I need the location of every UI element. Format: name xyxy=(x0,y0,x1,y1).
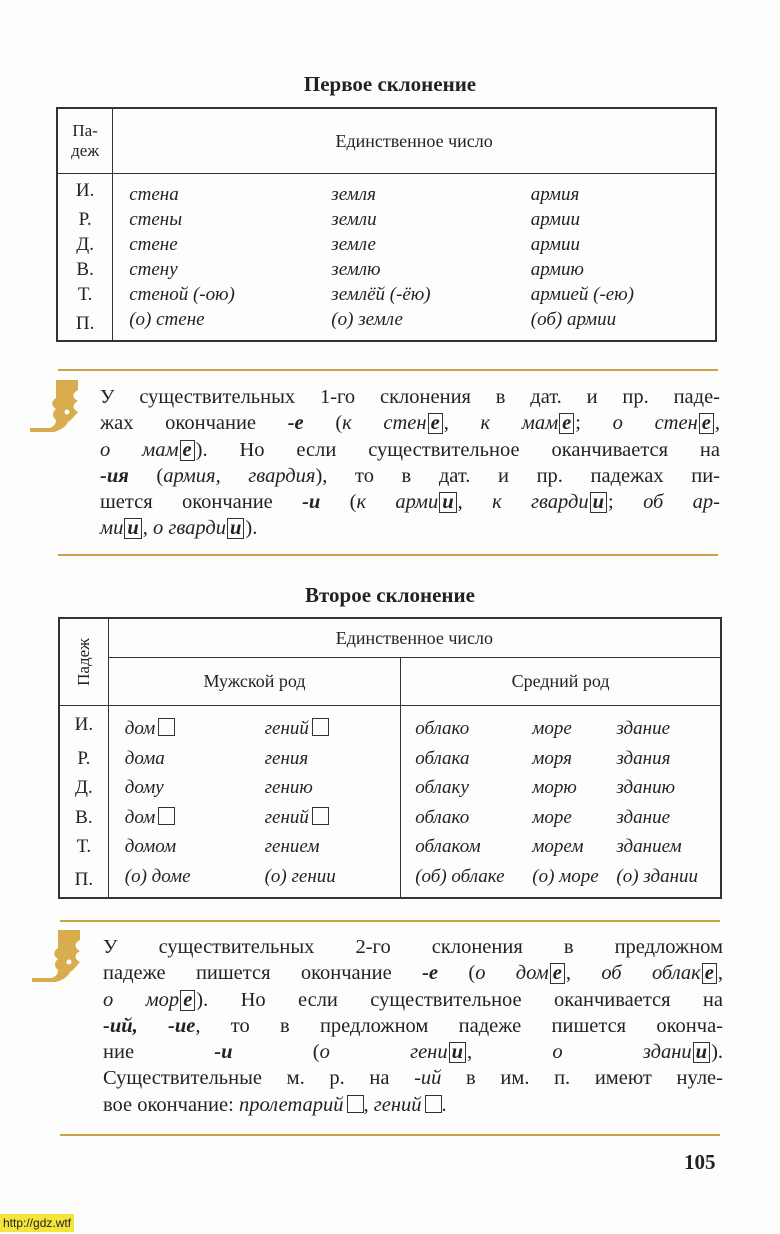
word-form: облака xyxy=(415,747,470,769)
text: ( xyxy=(232,1041,320,1064)
word-cell xyxy=(532,773,616,803)
word-cell xyxy=(265,862,401,899)
text-line xyxy=(100,437,720,463)
case-label: В. xyxy=(57,257,113,282)
neuter-header: Средний род xyxy=(401,658,721,706)
divider xyxy=(60,920,720,922)
example-word: -ий xyxy=(414,1067,442,1090)
text: в им. п. имеют нуле- xyxy=(441,1067,723,1090)
text-line xyxy=(103,1092,723,1118)
null-ending-box xyxy=(347,1095,364,1113)
word-cell xyxy=(108,773,264,803)
null-ending-box xyxy=(312,718,329,736)
word-cell xyxy=(616,832,721,862)
word-form: зданием xyxy=(616,836,682,857)
case-label: П. xyxy=(57,307,113,341)
word-form: гения xyxy=(264,747,309,769)
table-row xyxy=(59,773,721,803)
text: , xyxy=(565,962,602,985)
word-form: море xyxy=(532,718,572,739)
word-form: (об) облаке xyxy=(415,865,505,887)
text-line xyxy=(100,384,720,410)
ending-box: и xyxy=(227,518,244,539)
table-row xyxy=(57,282,716,307)
example-word: ми xyxy=(100,517,124,540)
word-form: (о) гении xyxy=(264,865,336,887)
text: вое окончание: xyxy=(103,1093,239,1116)
word-cell xyxy=(265,832,401,862)
word-cell xyxy=(401,803,533,833)
ending: -ия xyxy=(100,464,129,487)
ending-box: и xyxy=(693,1042,710,1063)
second-declension-title: Второе склонение xyxy=(305,583,475,607)
null-ending-box xyxy=(312,807,329,825)
word-cell xyxy=(401,862,533,899)
text-line xyxy=(103,987,723,1013)
pen-nib-icon xyxy=(30,928,90,1008)
text: ( xyxy=(303,412,343,435)
case-label: Р. xyxy=(57,207,113,232)
text: ). Но если существительное оканчивается на xyxy=(196,988,723,1011)
case-label: И. xyxy=(59,706,108,744)
word-form: облако xyxy=(415,718,470,739)
text: ( xyxy=(320,491,357,514)
example-word: об облак xyxy=(601,962,701,985)
example-word: к мам xyxy=(480,412,559,435)
word-cell xyxy=(532,744,616,774)
word-form: здания xyxy=(616,747,671,769)
word-cell xyxy=(532,862,616,899)
table-row xyxy=(57,174,716,208)
word-form: земля xyxy=(331,184,376,205)
text-line xyxy=(103,1013,723,1039)
text: шется окончание xyxy=(100,491,303,514)
word-form: морю xyxy=(532,777,577,798)
example-word: армия, гвардия xyxy=(163,464,316,487)
example-word: о дом xyxy=(475,962,549,985)
word-form: море xyxy=(532,806,572,828)
ending: -ий, -ие xyxy=(103,1014,196,1037)
word-form: армии xyxy=(530,209,580,230)
case-label: Т. xyxy=(59,832,108,862)
word-form: гений xyxy=(264,718,309,739)
masculine-header: Мужской род xyxy=(108,658,400,706)
example-word: о здани xyxy=(552,1041,692,1064)
table-row xyxy=(59,832,721,862)
text: , xyxy=(717,962,723,985)
first-declension-title: Первое склонение xyxy=(303,72,477,96)
word-cell xyxy=(108,862,264,899)
text: У существительных 2-го склонения в предложном xyxy=(103,936,723,958)
text-line xyxy=(100,515,720,541)
rule-second-declension xyxy=(103,934,723,1118)
text: падеже пишется окончание xyxy=(103,962,423,985)
table-row xyxy=(57,257,716,282)
ending: -и xyxy=(302,491,321,514)
text-line xyxy=(103,1065,723,1091)
case-header-label: Падеж xyxy=(73,638,93,686)
word-form: домом xyxy=(124,836,177,857)
word-form: стена xyxy=(129,184,179,205)
example-word: к стен xyxy=(342,412,427,435)
case-label: В. xyxy=(59,803,108,833)
word-form: земли xyxy=(331,209,377,230)
text: У существительных 1-го склонения в дат. и пр. паде- xyxy=(100,386,720,408)
word-cell xyxy=(265,744,401,774)
pen-nib-icon xyxy=(28,378,88,458)
word-form: дому xyxy=(124,777,164,798)
word-cell xyxy=(265,706,401,744)
word-cell xyxy=(532,706,616,744)
word-form: здание xyxy=(616,718,671,739)
text: ; xyxy=(608,491,644,514)
word-cell xyxy=(401,832,533,862)
text: ( xyxy=(128,464,164,487)
word-form: армии xyxy=(530,234,580,255)
text: ). xyxy=(711,1041,724,1064)
case-label: Д. xyxy=(59,773,108,803)
word-form: гению xyxy=(264,777,313,798)
ending: -е xyxy=(287,412,304,435)
text: , xyxy=(443,412,481,435)
example-word: гений xyxy=(373,1093,422,1116)
word-form: моря xyxy=(532,747,572,769)
null-ending-box xyxy=(158,718,175,736)
example-word: о гени xyxy=(319,1041,448,1064)
text: Существительные м. р. на xyxy=(103,1067,415,1090)
word-cell xyxy=(108,744,264,774)
word-form: землю xyxy=(331,259,381,280)
text: ; xyxy=(575,412,613,435)
word-cell xyxy=(265,773,401,803)
number-header: Единственное число xyxy=(108,618,721,658)
text: ( xyxy=(438,962,476,985)
watermark-link[interactable]: http://gdz.wtf xyxy=(0,1214,74,1232)
word-form: облаком xyxy=(415,836,481,857)
ending: -и xyxy=(214,1041,233,1064)
text-line xyxy=(100,410,720,436)
ending-box: е xyxy=(702,963,717,984)
text: , xyxy=(714,412,720,435)
null-ending-box xyxy=(425,1095,442,1113)
example-word: к арми xyxy=(356,491,439,514)
text-line xyxy=(103,960,723,986)
word-cell xyxy=(401,744,533,774)
null-ending-box xyxy=(158,807,175,825)
word-form: (о) здании xyxy=(616,865,698,887)
ending-box: е xyxy=(699,413,714,434)
text: , xyxy=(457,491,493,514)
text: ние xyxy=(103,1041,215,1064)
word-cell xyxy=(401,773,533,803)
divider xyxy=(60,1134,720,1136)
word-cell xyxy=(108,832,264,862)
first-declension-table xyxy=(56,107,717,342)
rule-first-declension xyxy=(100,384,720,542)
ending-box: е xyxy=(550,963,565,984)
word-form: (о) стене xyxy=(129,309,205,330)
ending-box: и xyxy=(590,492,607,513)
word-form: армия xyxy=(530,184,580,205)
table-row xyxy=(57,307,716,341)
word-cell xyxy=(108,706,264,744)
text: жах окончание xyxy=(100,412,288,435)
case-label: Д. xyxy=(57,232,113,257)
word-form: стеной (-ою) xyxy=(129,284,235,305)
ending-box: е xyxy=(180,990,195,1011)
word-form: армию xyxy=(530,259,584,280)
word-form: (о) доме xyxy=(124,865,191,887)
word-cell xyxy=(265,803,401,833)
text: , xyxy=(467,1041,553,1064)
word-form: гений xyxy=(264,806,309,828)
text-line xyxy=(103,1039,723,1065)
divider xyxy=(58,554,718,556)
case-header xyxy=(59,618,108,706)
word-cell xyxy=(616,744,721,774)
word-cell xyxy=(616,773,721,803)
text: , то в предложном падеже пишется оконча- xyxy=(195,1014,723,1037)
word-form: земле xyxy=(331,234,376,255)
word-form: дома xyxy=(124,747,165,769)
word-form: (о) земле xyxy=(331,309,403,330)
case-header: Па- деж xyxy=(57,108,113,174)
divider xyxy=(58,369,718,371)
word-cell xyxy=(616,706,721,744)
example-word: о мор xyxy=(103,988,180,1011)
text: ). Но если существительное оканчивается на xyxy=(195,438,720,461)
text-line xyxy=(103,934,723,960)
word-form: гением xyxy=(264,836,320,857)
ending-box: е xyxy=(180,440,195,461)
table-row xyxy=(59,706,721,744)
example-word: о гварди xyxy=(153,517,226,540)
word-form: землёй (-ёю) xyxy=(331,284,431,305)
word-form: морем xyxy=(532,836,584,857)
ending-box: е xyxy=(428,413,443,434)
word-form: (о) море xyxy=(532,865,599,887)
word-cell xyxy=(108,803,264,833)
text-line xyxy=(100,489,720,515)
word-cell xyxy=(532,832,616,862)
case-label: Р. xyxy=(59,744,108,774)
table-row xyxy=(57,207,716,232)
word-cell xyxy=(616,862,721,899)
example-word: о стен xyxy=(612,412,698,435)
table-row xyxy=(59,803,721,833)
example-word: об ар- xyxy=(643,491,721,514)
word-form: дом xyxy=(124,718,156,739)
text: . xyxy=(441,1093,447,1116)
text: , xyxy=(363,1093,374,1116)
ending: -е xyxy=(422,962,438,985)
table-row xyxy=(57,232,716,257)
text: , xyxy=(142,517,153,540)
case-label: И. xyxy=(57,174,113,208)
word-form: здание xyxy=(616,806,671,828)
ending-box: и xyxy=(449,1042,466,1063)
word-form: дом xyxy=(124,806,156,828)
table-row xyxy=(59,862,721,899)
word-form: зданию xyxy=(616,777,675,798)
ending-box: е xyxy=(559,413,574,434)
word-form: стены xyxy=(129,209,183,230)
ending-box: и xyxy=(439,492,456,513)
text-line xyxy=(100,463,720,489)
word-form: облако xyxy=(415,806,470,828)
second-declension-table xyxy=(58,617,722,899)
case-label: Т. xyxy=(57,282,113,307)
number-header: Единственное число xyxy=(113,108,716,174)
table-row xyxy=(59,744,721,774)
text: ). xyxy=(245,517,258,540)
example-word: пролетарий xyxy=(238,1093,344,1116)
word-cell xyxy=(616,803,721,833)
word-form: (об) армии xyxy=(530,309,617,330)
word-cell xyxy=(401,706,533,744)
word-form: армией (-ею) xyxy=(530,284,634,305)
case-label: П. xyxy=(59,862,108,899)
example-word: о мам xyxy=(100,438,179,461)
page-number: 105 xyxy=(684,1150,716,1174)
word-form: облаку xyxy=(415,777,469,798)
ending-box: и xyxy=(124,518,141,539)
word-cell xyxy=(532,803,616,833)
text: ), то в дат. и пр. падежах пи- xyxy=(315,464,721,487)
word-form: стену xyxy=(129,259,178,280)
example-word: к гварди xyxy=(492,491,589,514)
word-form: стене xyxy=(129,234,178,255)
